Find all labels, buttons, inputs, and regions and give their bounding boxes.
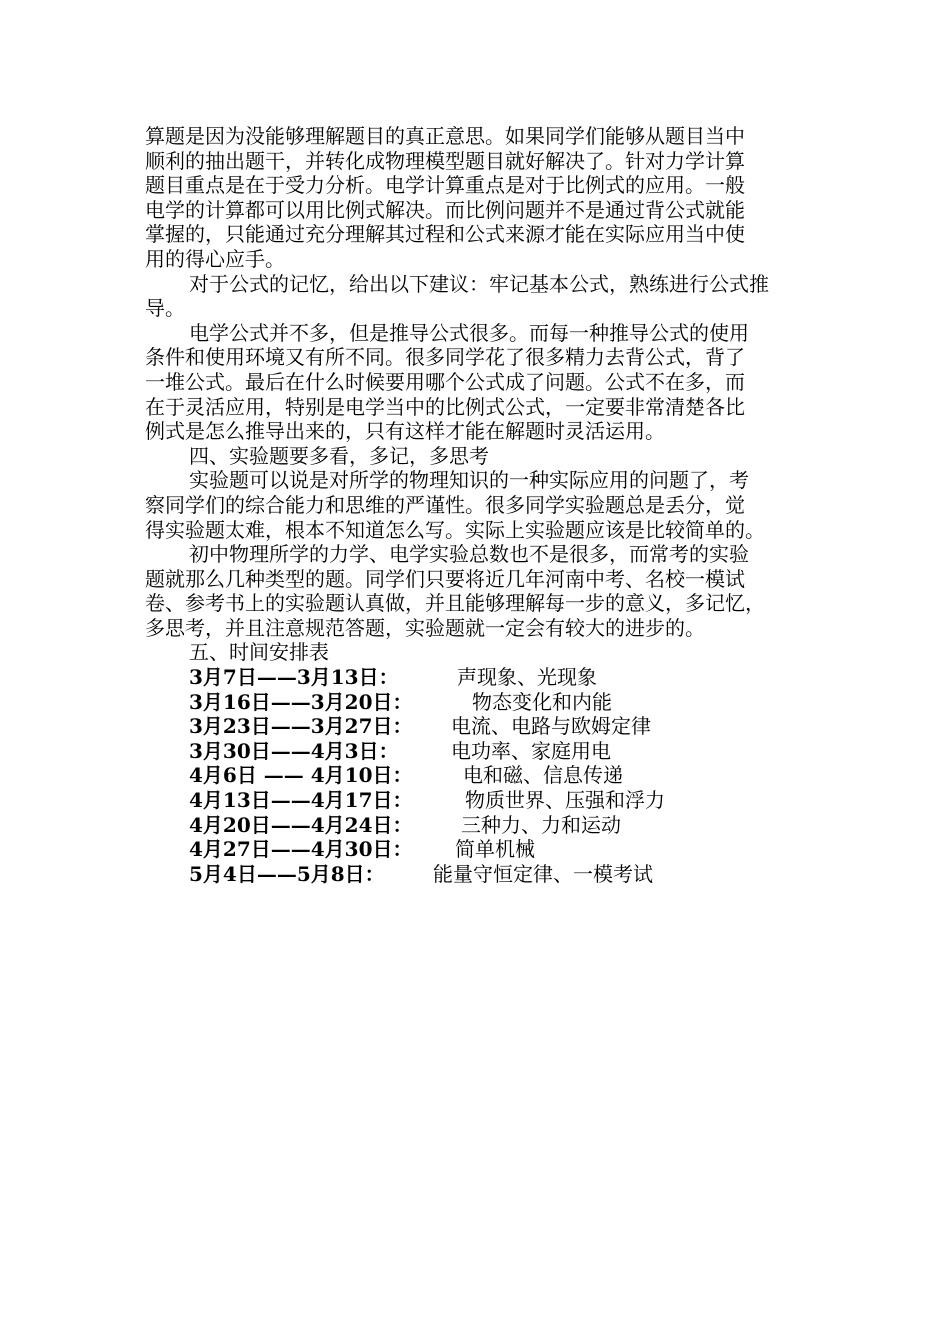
text-line: 条件和使用环境又有所不同。很多同学花了很多精力去背公式，背了 <box>145 345 745 370</box>
schedule-date: 3月23日——3月27日： <box>189 714 413 739</box>
schedule-row <box>145 862 817 887</box>
section-heading <box>145 640 817 665</box>
paragraph <box>145 542 817 640</box>
schedule-date: 4月6日 —— 4月10日： <box>189 763 413 788</box>
schedule-row <box>145 690 817 715</box>
text-line: 多思考，并且注意规范答题，实验题就一定会有较大的进步的。 <box>145 615 705 640</box>
schedule-topic: 能量守恒定律、一模考试 <box>433 861 653 886</box>
document-body <box>145 124 817 886</box>
schedule-topic: 电流、电路与欧姆定律 <box>451 714 651 739</box>
text-line: 用的得心应手。 <box>145 246 285 271</box>
text-line: 电学公式并不多，但是推导公式很多。而每一种推导公式的使用 <box>189 320 749 345</box>
paragraph <box>145 468 817 542</box>
schedule-topic: 声现象、光现象 <box>457 665 597 690</box>
schedule-row <box>145 739 817 764</box>
schedule-date: 4月13日——4月17日： <box>189 788 413 813</box>
text-line: 察同学们的综合能力和思维的严谨性。很多同学实验题总是丢分，觉 <box>145 492 745 517</box>
schedule-topic: 电功率、家庭用电 <box>451 738 611 763</box>
schedule-topic: 三种力、力和运动 <box>461 812 621 837</box>
schedule-row <box>145 788 817 813</box>
text-line: 导。 <box>145 296 185 321</box>
text-line: 题就那么几种类型的题。同学们只要将近几年河南中考、名校一模试 <box>145 566 745 591</box>
schedule-topic: 简单机械 <box>455 837 535 862</box>
heading-text: 四、实验题要多看，多记，多思考 <box>189 443 489 468</box>
schedule-topic: 电和磁、信息传递 <box>463 763 623 788</box>
text-line: 在于灵活应用，特别是电学当中的比例式公式，一定要非常清楚各比 <box>145 394 745 419</box>
text-line: 电学的计算都可以用比例式解决。而比例问题并不是通过背公式就能 <box>145 197 745 222</box>
schedule-row <box>145 665 817 690</box>
schedule-date: 5月4日——5月8日： <box>189 861 385 886</box>
text-line: 一堆公式。最后在什么时候要用哪个公式成了问题。公式不在多，而 <box>145 369 745 394</box>
schedule-topic: 物质世界、压强和浮力 <box>465 788 665 813</box>
text-line: 例式是怎么推导出来的，只有这样才能在解题时灵活运用。 <box>145 419 665 444</box>
paragraph <box>145 272 817 321</box>
text-line: 掌握的，只能通过充分理解其过程和公式来源才能在实际应用当中使 <box>145 222 745 247</box>
heading-text: 五、时间安排表 <box>189 640 329 665</box>
paragraph <box>145 124 817 272</box>
section-heading <box>145 444 817 469</box>
schedule-row <box>145 763 817 788</box>
schedule-date: 4月20日——4月24日： <box>189 812 413 837</box>
schedule-row <box>145 714 817 739</box>
schedule-date: 3月7日——3月13日： <box>189 665 399 690</box>
schedule-list <box>145 665 817 886</box>
schedule-date: 3月30日——4月3日： <box>189 738 399 763</box>
text-line: 对于公式的记忆，给出以下建议：牢记基本公式，熟练进行公式推 <box>189 271 769 296</box>
text-line: 题目重点是在于受力分析。电学计算重点是对于比例式的应用。一般 <box>145 173 745 198</box>
text-line: 实验题可以说是对所学的物理知识的一种实际应用的问题了，考 <box>189 468 749 493</box>
schedule-date: 3月16日——3月20日： <box>189 689 413 714</box>
schedule-row <box>145 837 817 862</box>
text-line: 得实验题太难，根本不知道怎么写。实际上实验题应该是比较简单的。 <box>145 517 765 542</box>
text-line: 顺利的抽出题干，并转化成物理模型题目就好解决了。针对力学计算 <box>145 148 745 173</box>
text-line: 初中物理所学的力学、电学实验总数也不是很多，而常考的实验 <box>189 542 749 567</box>
text-line: 卷、参考书上的实验题认真做，并且能够理解每一步的意义，多记忆， <box>145 591 765 616</box>
schedule-row <box>145 813 817 838</box>
schedule-topic: 物态变化和内能 <box>472 689 612 714</box>
schedule-date: 4月27日——4月30日： <box>189 837 413 862</box>
text-line: 算题是因为没能够理解题目的真正意思。如果同学们能够从题目当中 <box>145 124 745 148</box>
paragraph <box>145 321 817 444</box>
